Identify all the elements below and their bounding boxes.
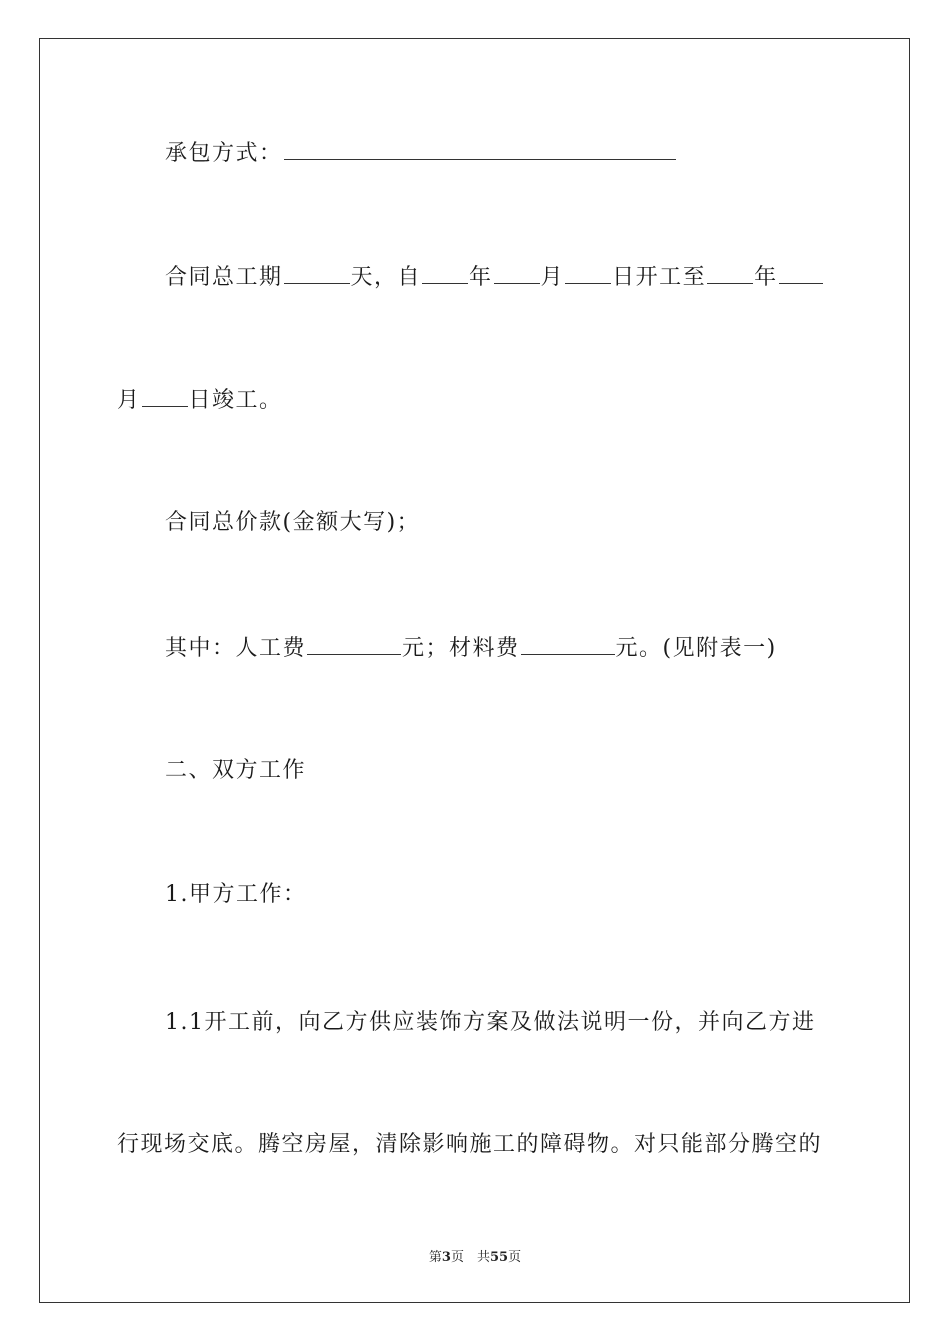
start-day-blank <box>565 261 611 284</box>
cost-breakdown-line <box>165 632 777 664</box>
start-year-blank <box>422 261 468 284</box>
material-cost-label: 元；材料费 <box>402 636 520 661</box>
start-to-text: 日开工至 <box>612 265 707 290</box>
current-page-number: 3 <box>441 1250 451 1265</box>
year-text: 年 <box>469 265 493 290</box>
footer-prefix: 第 <box>428 1250 442 1265</box>
period-days-text: 天，自 <box>350 265 422 290</box>
footer-suffix: 页 <box>508 1250 522 1265</box>
section-heading: 二、双方工作 <box>165 758 307 783</box>
clause-1-1-line-1: 1.1开工前，向乙方供应装饰方案及做法说明一份，并向乙方进 <box>165 1010 816 1035</box>
contract-method-blank <box>284 137 676 160</box>
completion-line <box>117 384 283 416</box>
period-label: 合同总工期 <box>165 265 283 290</box>
total-price-line: 合同总价款(金额大写)； <box>165 510 421 535</box>
completion-text: 日竣工。 <box>188 388 283 413</box>
end-month-blank <box>779 261 823 284</box>
end-year-text: 年 <box>754 265 778 290</box>
page-footer <box>0 1249 950 1267</box>
appendix-note: 元。(见附表一) <box>615 636 777 661</box>
start-month-blank <box>494 261 540 284</box>
end-day-blank <box>142 384 188 407</box>
month-text: 月 <box>540 265 565 290</box>
contract-method-line <box>165 137 677 169</box>
days-blank <box>284 261 350 284</box>
material-cost-blank <box>521 632 615 655</box>
end-year-blank <box>707 261 753 284</box>
clause-1-1-line-2: 行现场交底。腾空房屋，清除影响施工的障碍物。对只能部分腾空的 <box>117 1132 823 1157</box>
construction-period-line <box>165 261 824 293</box>
labor-cost-label: 其中：人工费 <box>165 636 307 661</box>
total-page-count: 55 <box>489 1250 509 1265</box>
labor-cost-blank <box>307 632 401 655</box>
party-a-heading: 1.甲方工作： <box>165 882 307 907</box>
end-month-text: 月 <box>117 388 141 413</box>
contract-method-label: 承包方式： <box>165 141 283 166</box>
page-border <box>39 38 910 1303</box>
footer-mid: 页 共 <box>450 1250 490 1265</box>
